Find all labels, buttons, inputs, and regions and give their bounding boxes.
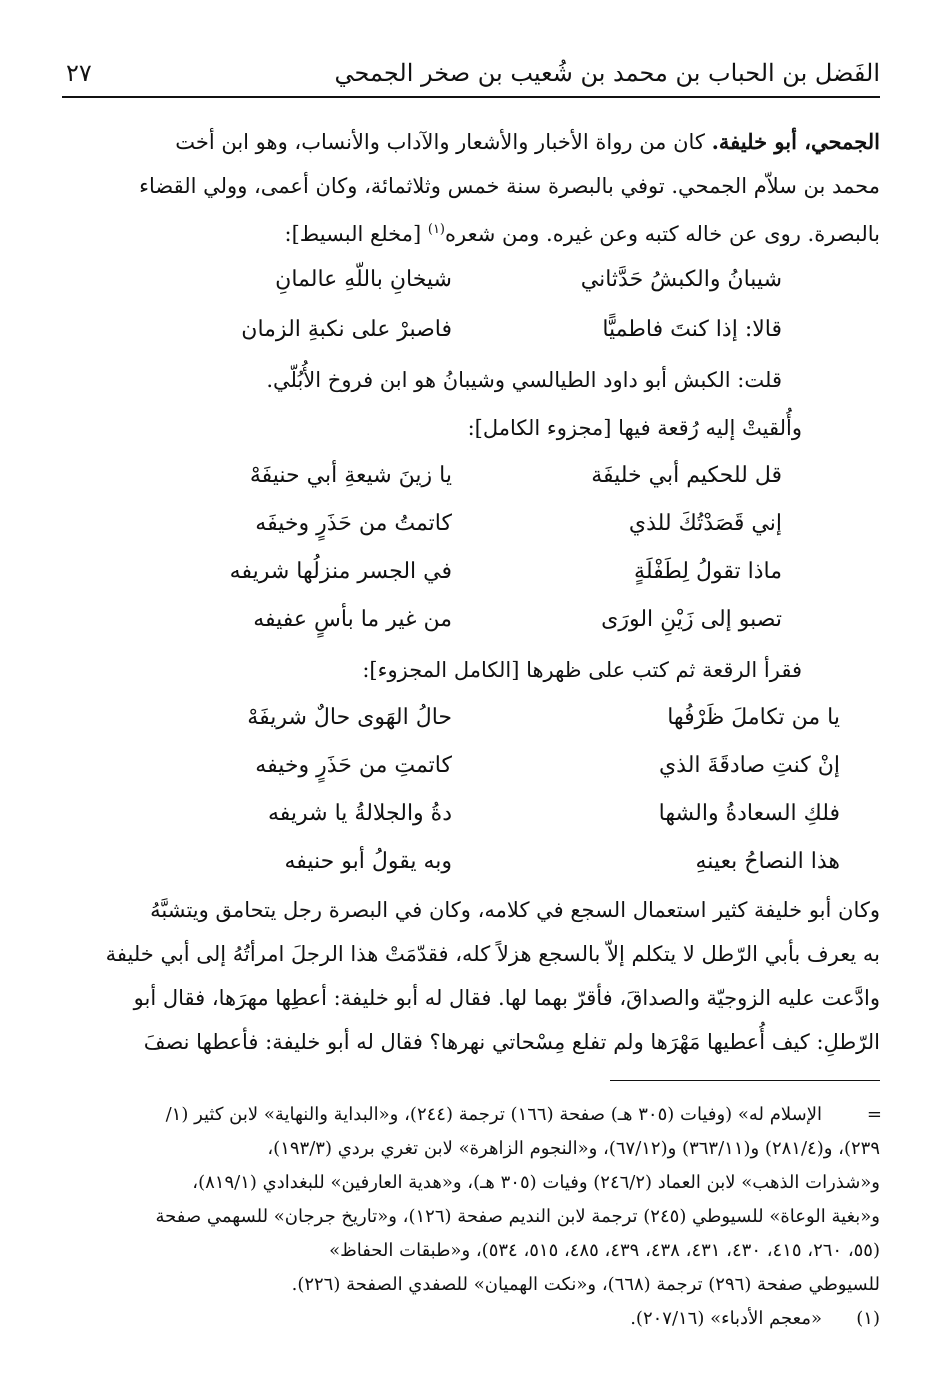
poem3-second-hemistich: حالُ الهَوى حالٌ شريفَهْ xyxy=(247,705,452,730)
intro2-line: وأُلقيتْ إليه رُقعة فيها [مجزوء الكامل]: xyxy=(467,416,802,440)
poem3-second-hemistich: دةُ والجلالةُ يا شريفه xyxy=(267,801,452,826)
footnote-continuation-marker: = xyxy=(866,1104,882,1125)
meter-label: [مخلع البسيط]: xyxy=(284,222,428,246)
intro-text: كان من رواة الأخبار والأشعار والآداب والأنساب، وهو ابن أخت xyxy=(175,130,712,154)
poem2-first-hemistich: قل للحكيم أبي خليفَة xyxy=(591,463,782,488)
poem1-second-hemistich: فاصبرْ على نكبةِ الزمان xyxy=(241,317,452,342)
story-line-2: به يعرف بأبي الرّطل لا يتكلم إلاّ بالسجع هزلاً كله، فقدّمَتْ هذا الرجلَ امرأتُهُ إلى أبي خليفة xyxy=(105,942,880,966)
poem3-first-hemistich: هذا النصاحُ بعينهِ xyxy=(695,849,840,874)
poem3-second-hemistich: كاتمتِ من حَذَرٍ وخيفه xyxy=(255,753,452,778)
footnote-marker: (١) xyxy=(856,1308,880,1329)
poem3-first-hemistich: يا من تكاملَ ظَرْفُها xyxy=(667,705,840,730)
poem2-second-hemistich: في الجسر منزلُها شريفه xyxy=(229,559,452,584)
poem3-first-hemistich: إنْ كنتِ صادقَةَ الذي xyxy=(658,753,840,778)
footnote-line: و«شذرات الذهب» لابن العماد (٢٤٦/٢) وفيات (٣٠٥ هـ)، و«هدية العارفين» للبغدادي (٨١٩/١)، xyxy=(192,1172,880,1193)
poem1-first-hemistich: شيبانُ والكبشُ حَدَّثاني xyxy=(580,267,782,292)
intro-text: بالبصرة. روى عن خاله كتبه وعن غيره. ومن شعره xyxy=(445,222,880,246)
intro-line-2 xyxy=(62,168,880,204)
poem1-second-hemistich: شيخانِ باللّهِ عالمانِ xyxy=(275,267,452,292)
entry-heading: الجمحي، أبو خليفة. xyxy=(711,129,880,154)
running-title: الفَضل بن الحباب بن محمد بن شُعيب بن صخر الجمحي xyxy=(334,59,880,87)
footnote-line: للسيوطي صفحة (٢٩٦) ترجمة (٦٦٨)، و«نكت الهميان» للصفدي الصفحة (٢٢٦). xyxy=(291,1274,880,1295)
footnote-line: (٥٥، ٢٦٠، ٤١٥، ٤٣٠، ٤٣١، ٤٣٨، ٤٣٩، ٤٨٥، ٥١٥، ٥٣٤)، و«طبقات الحفاظ» xyxy=(329,1240,880,1261)
running-head xyxy=(62,52,880,98)
intro-line-1 xyxy=(62,124,880,160)
intro-text: محمد بن سلاّم الجمحي. توفي بالبصرة سنة خمس وثلاثمائة، وكان أعمى، وولي القضاء xyxy=(139,174,880,198)
story-line-1: وكان أبو خليفة كثير استعمال السجع في كلامه، وكان في البصرة رجل يتحامق ويتشبَّهُ xyxy=(150,898,880,922)
poem2-second-hemistich: من غير ما بأسٍ عفيفه xyxy=(253,607,452,632)
footnote-line: و«بغية الوعاة» للسيوطي (٢٤٥) ترجمة لابن النديم صفحة (١٢٦)، و«تاريخ جرجان» للسهمي صفحة xyxy=(155,1206,880,1227)
poem1-first-hemistich: قالا: إذا كنتَ فاطميًّا xyxy=(602,317,782,342)
poem2-first-hemistich: تصبو إلى زَيْنِ الورَى xyxy=(601,607,782,632)
poem2-first-hemistich: إني قَصَدْتُكَ للذي xyxy=(628,511,782,536)
footnote-text: «معجم الأدباء» (٢٠٧/١٦). xyxy=(630,1308,822,1329)
poem3-second-hemistich: وبه يقولُ أبو حنيفه xyxy=(284,849,452,874)
poem2-second-hemistich: كاتمتُ من حَذَرٍ وخيفَه xyxy=(255,511,452,536)
poem2-second-hemistich: يا زينَ شيعةِ أبي حنيفَهْ xyxy=(249,463,452,488)
footnote-rule xyxy=(610,1080,880,1081)
page-number: ٢٧ xyxy=(66,59,92,87)
story-line-3: وادَّعت عليه الزوجيّة والصداقَ، فأقرّ بهما لها. فقال له أبو خليفة: أعطِها مهرَها، فقال أبو xyxy=(133,986,880,1010)
footnote-ref: (١) xyxy=(427,222,445,237)
intro-line-3 xyxy=(285,212,880,252)
poem2-first-hemistich: ماذا تقولُ لِطَفْلَةٍ xyxy=(634,559,782,584)
poem3-first-hemistich: فلكِ السعادةُ والشها xyxy=(658,801,840,826)
footnote-line: الإسلام له» (وفيات (٣٠٥ هـ) صفحة (١٦٦) ترجمة (٢٤٤)، و«البداية والنهاية» لابن كثير (١/ xyxy=(165,1104,822,1125)
story-line-4: الرّطلِ: كيف أُعطيها مَهْرَها ولم تفلع مِسْحاتي نهرها؟ فقال له أبو خليفة: فأعطها نصفَ xyxy=(143,1030,880,1054)
intro3-line: فقرأ الرقعة ثم كتب على ظهرها [الكامل المجزوء]: xyxy=(362,658,802,682)
commentary-line: قلت: الكبش أبو داود الطيالسي وشيبانُ هو ابن فروخ الأُبُلّي. xyxy=(266,368,782,392)
footnote-line: ٢٣٩)، و(٢٨١/٤) و(٣٦٣/١١) و(٦٧/١٢)، و«النجوم الزاهرة» لابن تغري بردي (١٩٣/٣)، xyxy=(267,1138,880,1159)
